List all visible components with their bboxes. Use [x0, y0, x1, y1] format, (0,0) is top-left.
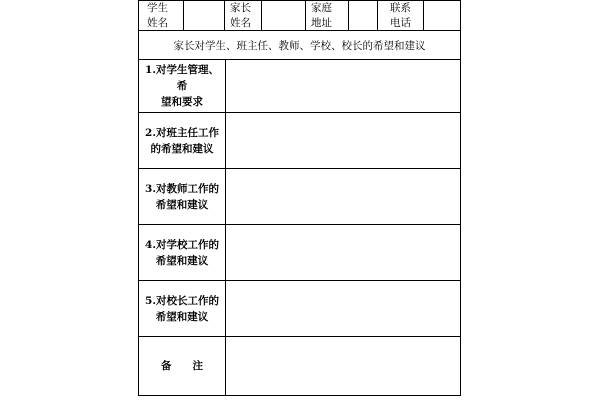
section-label-school: 4.对学校工作的 希望和建议 [145, 238, 219, 267]
student-name-field[interactable] [184, 1, 224, 30]
address-label: 家庭 地址 [311, 2, 332, 29]
parent-name-field[interactable] [262, 1, 305, 30]
col-divider [305, 1, 306, 30]
section-label-student-management: 1.对学生管理、希 望和要求 [145, 64, 219, 108]
phone-field[interactable] [424, 1, 461, 30]
section-label-principal: 5.对校长工作的 希望和建议 [145, 294, 219, 323]
section-input-head-teacher[interactable] [226, 113, 460, 168]
feedback-form-table [138, 0, 461, 396]
remarks-label: 备 注 [161, 360, 203, 372]
form-title: 家长对学生、班主任、教师、学校、校长的希望和建议 [173, 39, 426, 52]
parent-name-label: 家长 姓名 [230, 2, 251, 29]
address-field[interactable] [349, 1, 377, 30]
student-name-label: 学生 姓名 [147, 2, 168, 29]
col-divider [377, 1, 378, 30]
section-input-student-management[interactable] [226, 60, 460, 112]
phone-label: 联系 电话 [390, 2, 411, 29]
section-input-school[interactable] [226, 225, 460, 280]
section-input-teachers[interactable] [226, 169, 460, 224]
section-label-teachers: 3.对教师工作的 希望和建议 [145, 182, 219, 211]
col-divider [224, 1, 225, 30]
section-label-head-teacher: 2.对班主任工作 的希望和建议 [145, 126, 219, 155]
remarks-input[interactable] [226, 337, 460, 395]
section-input-principal[interactable] [226, 281, 460, 336]
